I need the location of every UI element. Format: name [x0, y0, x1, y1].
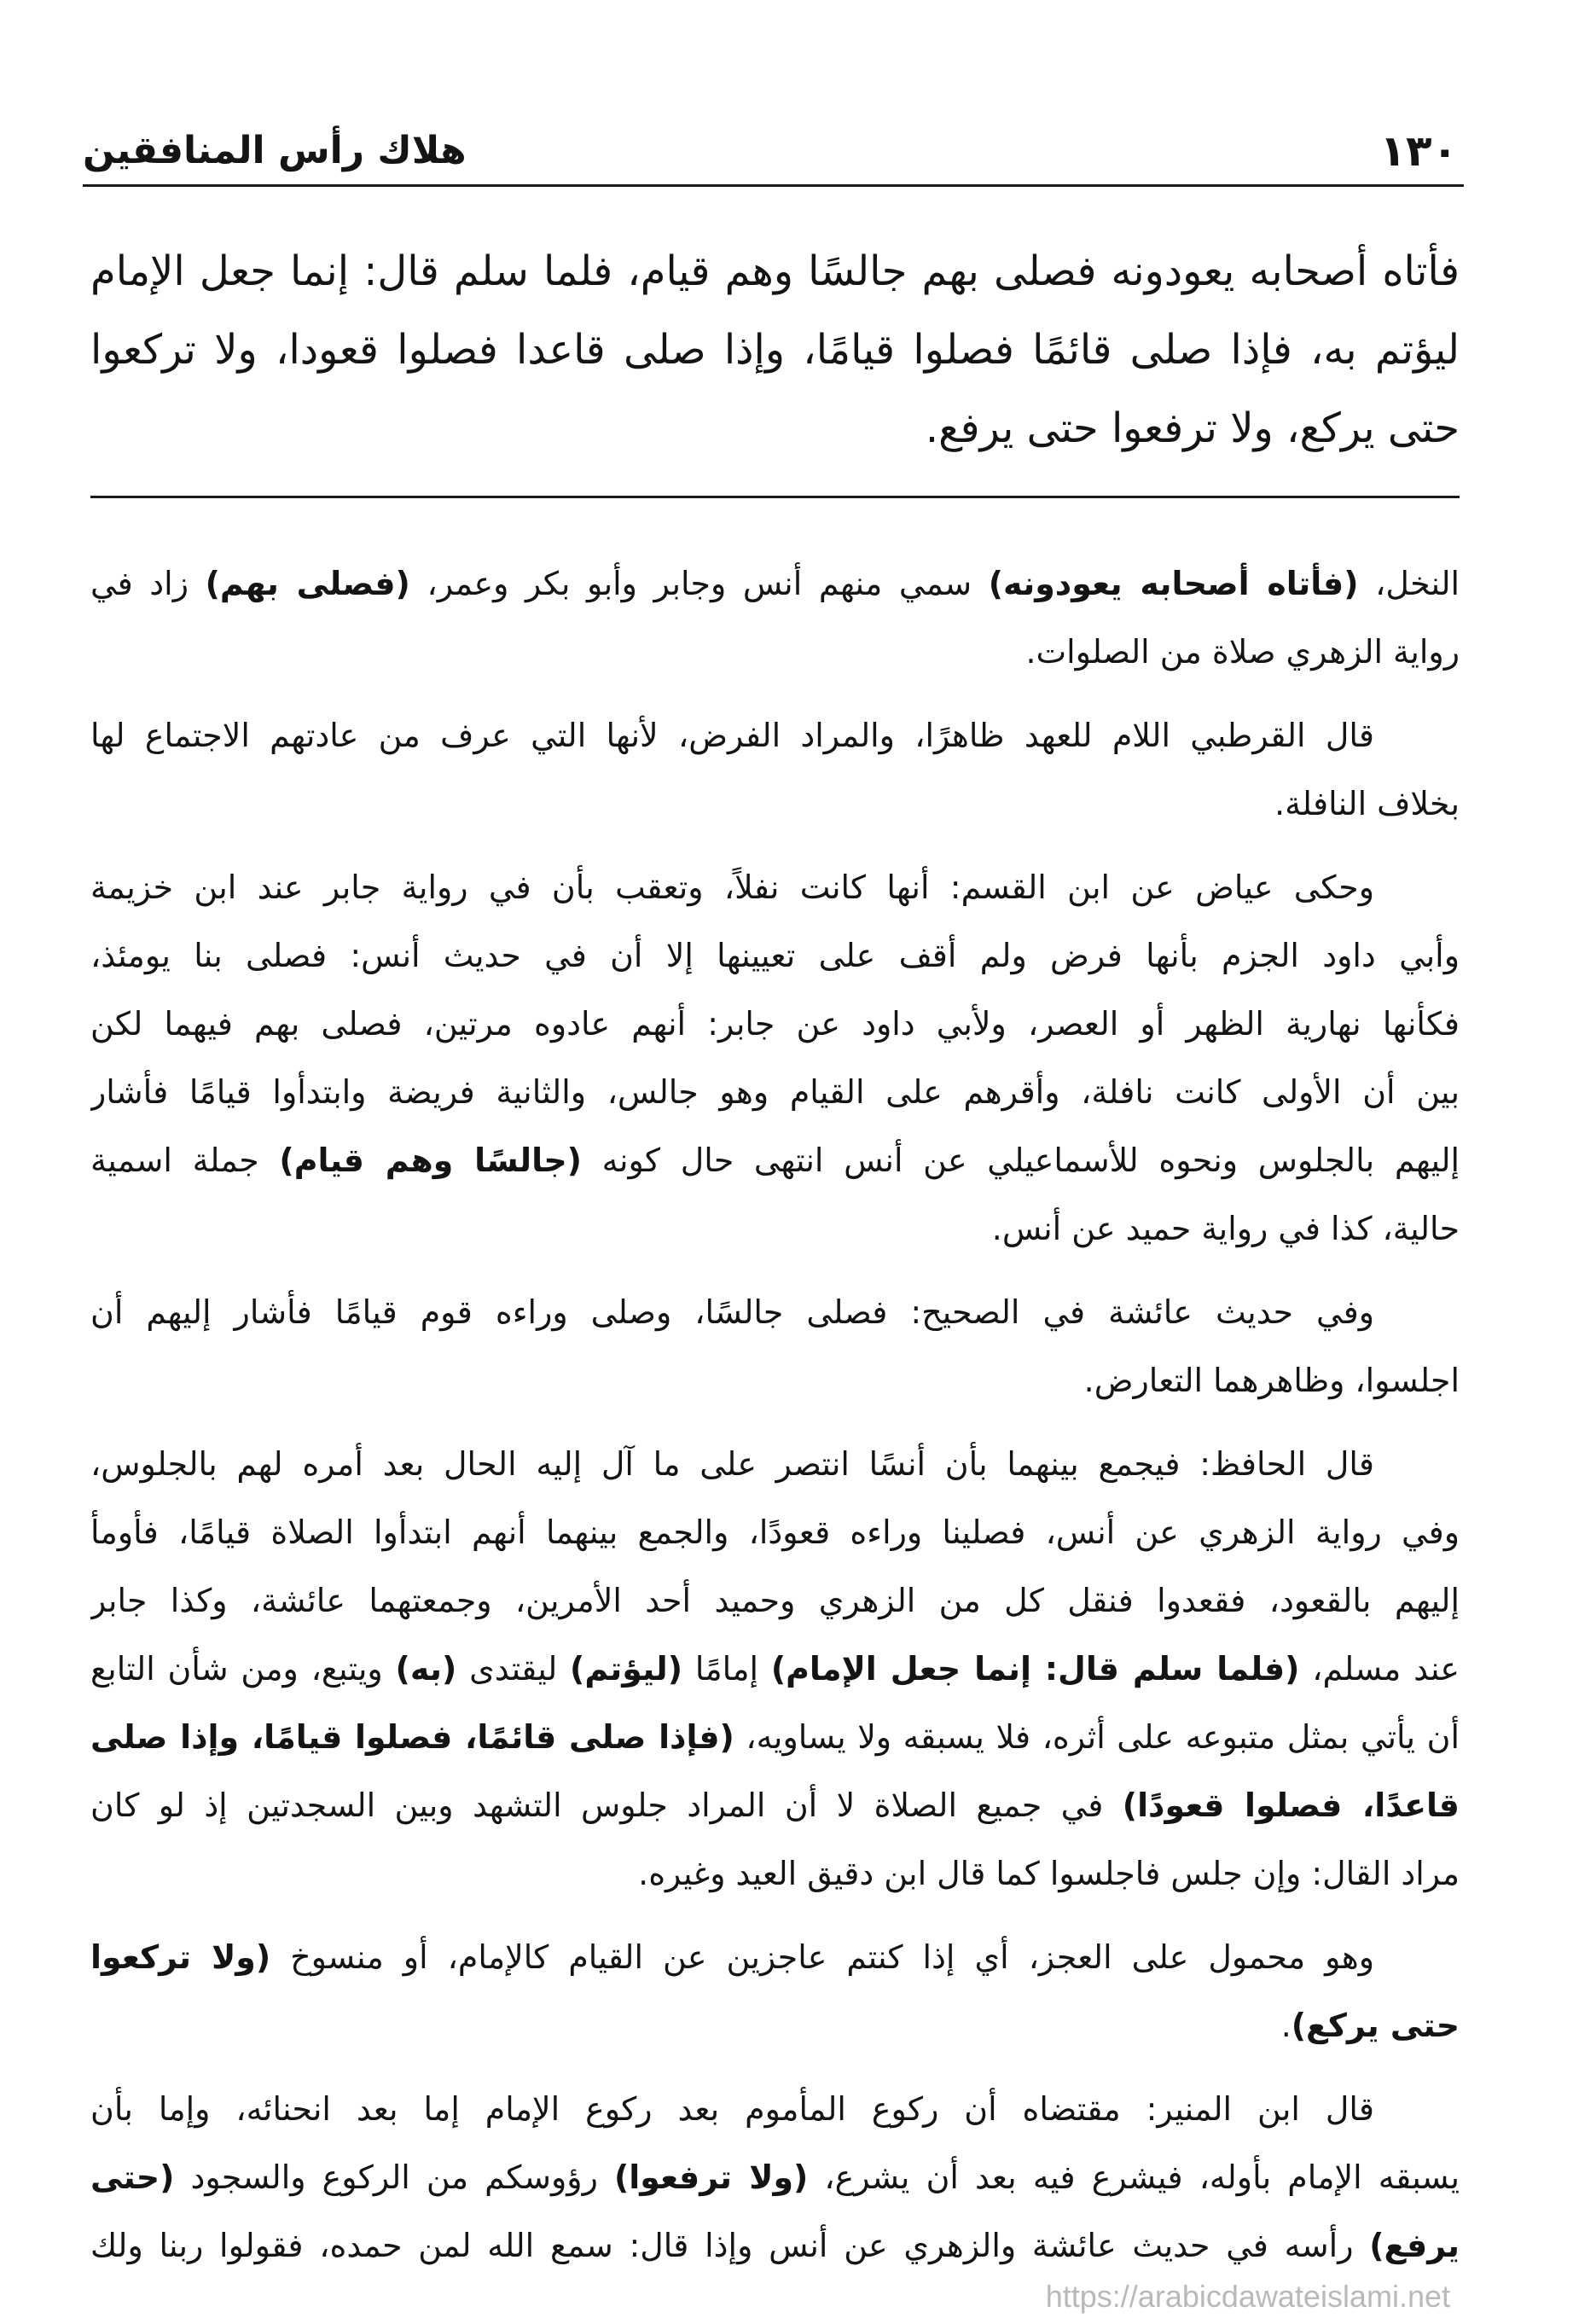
text-segment: إمامًا [682, 1650, 771, 1688]
text-segment: سمي منهم أنس وجابر وأبو بكر وعمر، [409, 565, 989, 602]
text-segment: ليقتدى [456, 1650, 571, 1688]
running-title: هلاك رأس المنافقين [83, 129, 467, 172]
text-line [90, 2075, 1460, 2143]
text-line [90, 1635, 1460, 1703]
commentary-paragraph [90, 2075, 1460, 2280]
bold-quoted-text: يرفع) [1369, 2227, 1460, 2264]
commentary-paragraph [90, 549, 1460, 686]
bold-quoted-text: (ولا تركعوا [90, 1938, 271, 1976]
bold-quoted-text: (ليؤتم) [570, 1650, 683, 1688]
text-segment: وفي حديث عائشة في الصحيح: فصلى جالسًا، وصلى وراءه قوم قيامًا فأشار إليهم أن [90, 1293, 1374, 1331]
text-line [90, 1566, 1460, 1635]
text-segment: قال القرطبي اللام للعهد ظاهرًا، والمراد الفرض، لأنها التي عرف من عادتهم الاجتماع لها [90, 717, 1374, 754]
text-segment: فكأنها نهارية الظهر أو العصر، ولأبي داود عن جابر: أنهم عادوه مرتين، فصلى بهم فيهما لكن [90, 1005, 1460, 1043]
text-segment: ليؤتم به، فإذا صلى قائمًا فصلوا قيامًا، وإذا صلى قاعدا فصلوا قعودا، ولا تركعوا [90, 326, 1460, 374]
section-divider [90, 496, 1460, 498]
text-segment: أن يأتي بمثل متبوعه على أثره، فلا يسبقه ولا يساويه، [734, 1718, 1460, 1756]
text-line [90, 1194, 1460, 1263]
text-segment: يسبقه الإمام بأوله، فيشرع فيه بعد أن يشرع، [808, 2158, 1460, 2196]
hadith-text [90, 232, 1460, 468]
bold-quoted-text: (جالسًا وهم قيام) [279, 1142, 582, 1179]
text-segment: جملة اسمية [90, 1142, 280, 1179]
bold-quoted-text: (فأتاه أصحابه يعودونه) [988, 565, 1359, 602]
text-line [90, 770, 1460, 838]
header-rule [83, 184, 1464, 187]
watermark-url: https://arabicdawateislami.net [1045, 2279, 1450, 2314]
text-segment: حالية، كذا في رواية حميد عن أنس. [991, 1210, 1460, 1247]
text-line [90, 1126, 1460, 1194]
text-line [90, 1058, 1460, 1126]
text-line [90, 1923, 1460, 1991]
commentary-paragraph [90, 701, 1460, 838]
bold-quoted-text: (فإذا صلى قائمًا، فصلوا قيامًا، وإذا صلى [90, 1718, 734, 1756]
text-segment: قال الحافظ: فيجمع بينهما بأن أنسًا انتصر على ما آل إليه الحال بعد أمره لهم بالجلوس، [90, 1445, 1374, 1483]
text-line [90, 2211, 1460, 2280]
text-line [90, 2143, 1460, 2211]
text-segment: زاد في [90, 565, 206, 602]
text-line [90, 389, 1460, 468]
text-line [90, 549, 1460, 618]
page-header [83, 124, 1458, 178]
text-segment: رأسه في حديث عائشة والزهري عن أنس وإذا قال: سمع الله لمن حمده، فقولوا ربنا ولك [90, 2227, 1370, 2264]
commentary-text [90, 549, 1460, 2280]
text-segment: إليهم بالجلوس ونحوه للأسماعيلي عن أنس انتهى حال كونه [581, 1142, 1460, 1179]
text-segment: اجلسوا، وظاهرهما التعارض. [1083, 1362, 1460, 1399]
bold-quoted-text: (فصلى بهم) [205, 565, 410, 602]
text-line [90, 1839, 1460, 1908]
text-segment: حتى يركع، ولا ترفعوا حتى يرفع. [925, 404, 1460, 452]
text-line [90, 618, 1460, 686]
hadith-paragraph [90, 232, 1460, 468]
text-segment: ويتبع، ومن شأن التابع [90, 1650, 396, 1688]
text-line [90, 1703, 1460, 1771]
bold-quoted-text: (ولا ترفعوا) [613, 2158, 809, 2196]
bold-quoted-text: (فلما سلم قال: إنما جعل الإمام) [770, 1650, 1300, 1688]
commentary-paragraph [90, 1278, 1460, 1415]
text-line [90, 1430, 1460, 1498]
text-line [90, 1278, 1460, 1346]
text-line [90, 232, 1460, 311]
commentary-paragraph [90, 853, 1460, 1263]
text-segment: مراد القال: وإن جلس فاجلسوا كما قال ابن دقيق العيد وغيره. [638, 1855, 1460, 1892]
text-line [90, 921, 1460, 990]
text-segment: فأتاه أصحابه يعودونه فصلى بهم جالسًا وهم قيام، فلما سلم قال: إنما جعل الإمام [90, 247, 1460, 295]
text-segment: . [1280, 2007, 1291, 2044]
text-segment: النخل، [1358, 565, 1460, 602]
text-line [90, 311, 1460, 389]
text-segment: وهو محمول على العجز، أي إذا كنتم عاجزين عن القيام كالإمام، أو منسوخ [270, 1938, 1374, 1976]
bold-quoted-text: حتى يركع) [1291, 2007, 1460, 2044]
commentary-paragraph [90, 1430, 1460, 1908]
commentary-paragraph [90, 1923, 1460, 2060]
text-line [90, 1346, 1460, 1415]
text-line [90, 1771, 1460, 1839]
bold-quoted-text: قاعدًا، فصلوا قعودًا) [1122, 1787, 1460, 1824]
text-segment: رؤوسكم من الركوع والسجود [174, 2158, 614, 2196]
text-segment: وحكى عياض عن ابن القسم: أنها كانت نفلاً، وتعقب بأن في رواية جابر عند ابن خزيمة [90, 869, 1374, 906]
text-segment: قال ابن المنير: مقتضاه أن ركوع المأموم بعد ركوع الإمام إما بعد انحنائه، وإما بأن [90, 2090, 1374, 2128]
text-segment: عند مسلم، [1299, 1650, 1460, 1688]
text-segment: في جميع الصلاة لا أن المراد جلوس التشهد وبين السجدتين إذ لو كان [90, 1787, 1123, 1824]
page-number: ١٣٠ [1379, 126, 1458, 176]
text-segment: بخلاف النافلة. [1274, 785, 1460, 822]
text-segment: وأبي داود الجزم بأنها فرض ولم أقف على تعيينها إلا أن في حديث أنس: فصلى بنا يومئذ، [90, 937, 1460, 974]
text-segment: رواية الزهري صلاة من الصلوات. [1025, 633, 1460, 671]
text-line [90, 701, 1460, 770]
text-segment: وفي رواية الزهري عن أنس، فصلينا وراءه قعودًا، والجمع بينهما أنهم ابتدأوا الصلاة قيامًا، فأومأ [90, 1514, 1460, 1551]
text-segment: بين أن الأولى كانت نافلة، وأقرهم على القيام وهو جالس، والثانية فريضة وابتدأوا قيامًا فأشار [90, 1073, 1460, 1111]
bold-quoted-text: (حتى [90, 2158, 175, 2196]
bold-quoted-text: (به) [395, 1650, 457, 1688]
text-line [90, 1498, 1460, 1566]
text-line [90, 1991, 1460, 2060]
text-segment: إليهم بالقعود، فقعدوا فنقل كل من الزهري وحميد أحد الأمرين، وجمعتهما عائشة، وكذا جابر [90, 1582, 1460, 1619]
text-line [90, 990, 1460, 1058]
text-line [90, 853, 1460, 921]
